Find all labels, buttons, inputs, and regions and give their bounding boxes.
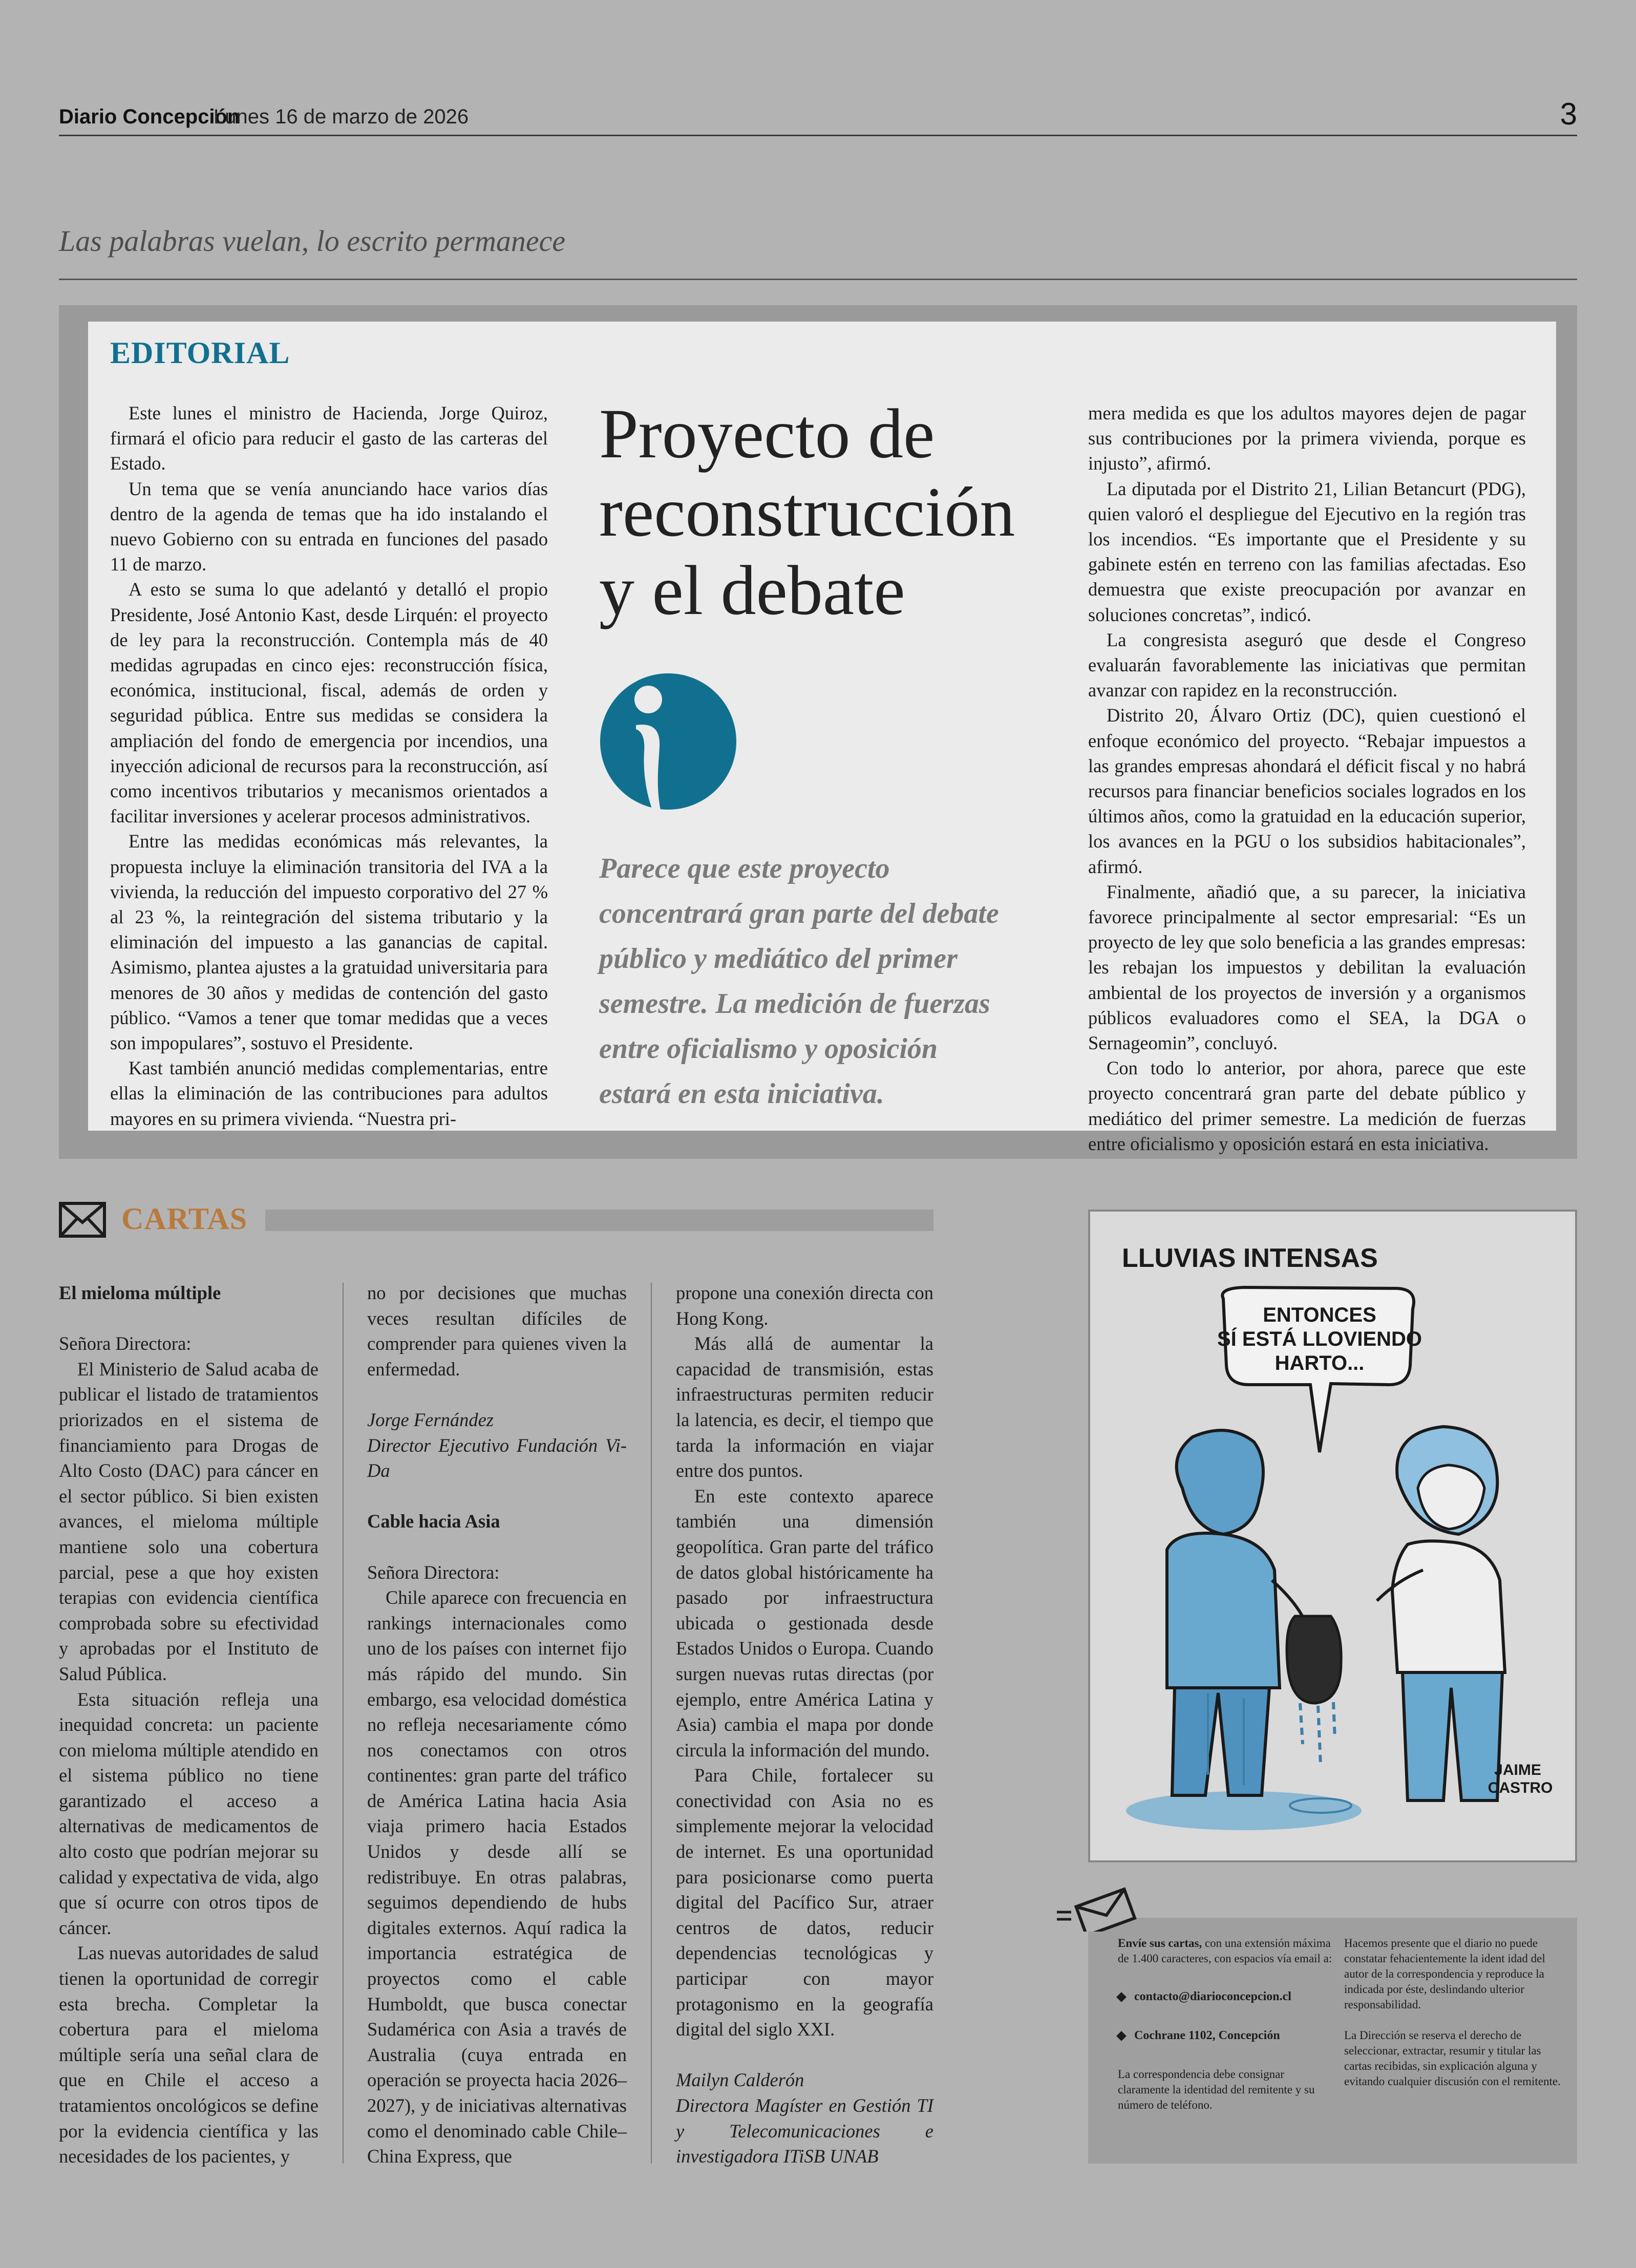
editorial-title-line: Proyecto de: [599, 394, 935, 473]
letter-signature-title: Director Ejecutivo Fundación Vi-Da: [367, 1434, 627, 1481]
editorial-label: EDITORIAL: [110, 336, 290, 370]
letter-heading: Cable hacia Asia: [367, 1511, 500, 1532]
letter-salutation: Señora Directora:: [367, 1561, 500, 1583]
cartoon-signature: CASTRO: [1488, 1779, 1553, 1796]
letters-column-3: [676, 1280, 933, 2169]
pull-quote-line: estará en esta iniciativa.: [599, 1078, 884, 1110]
column-divider: [343, 1283, 344, 2164]
editorial-title-line: reconstrucción: [599, 473, 1015, 551]
letters-disclaimer: [1344, 1936, 1564, 2089]
contact-email[interactable]: contacto@diarioconcepcion.cl: [1134, 1990, 1291, 2003]
editorial-paragraph: Kast también anunció medidas complementarias, entre ellas la eliminación de las contribuciones para adultos mayores en su primera vivienda. “Nuestra pri-: [110, 1057, 548, 1129]
letter-paragraph: Esta situación refleja una inequidad concreta: un paciente con mieloma múltiple atendido en el sistema público no tiene garantizado el acceso a alternativas de medicamentos de alto costo que podrían mejorar su calidad y expectativa de vida, algo que sí ocurre con otros tipos de cáncer.: [59, 1688, 318, 1938]
disclaimer-authorship: Hacemos presente que el diario no puede constatar fehacientemente la ident idad del autor de la correspondencia y reproduce la indicada por éste, deslindando ulterior responsabilidad.: [1344, 1937, 1545, 2011]
editorial-paragraph: La congresista aseguró que desde el Congreso evaluarán favorablemente las iniciativas que permitan avanzar con rapidez en la reconstrucción.: [1088, 629, 1526, 701]
editorial-paragraph: Distrito 20, Álvaro Ortiz (DC), quien cuestionó el enfoque económico del proyecto. “Rebajar impuestos a las grandes empresas ahondará el déficit fiscal y no habrá recursos para financiar beneficios sociales logrados en los últimos años, como la gratuidad en la educación superior, los avances en la PGU o los subsidios habitacionales”, afirmó.: [1088, 705, 1526, 877]
editorial-pull-quote: [599, 846, 1050, 1116]
contact-address-row: [1118, 2028, 1333, 2043]
editorial-paragraph: Un tema que se venía anunciando hace varios días dentro de la agenda de temas que ha ido instalando el nuevo Gobierno con su entrada en funciones del pasado 11 de marzo.: [110, 478, 548, 575]
cartoon-signature: JAIME: [1494, 1762, 1541, 1778]
editorial-paragraph: Con todo lo anterior, por ahora, parece que este proyecto concentrará gran parte del debate público y mediático del primer semestre. La medición de fuerzas entre oficialismo y oposición estará en esta iniciativa.: [1088, 1057, 1526, 1154]
editorial-paragraph: La diputada por el Distrito 21, Lilian Betancurt (PDG), quien valoró el despliegue del Ejecutivo en la región tras los incendios. “Es importante que el Presidente y su gabinete estén en terreno con las familias afectadas. Eso demuestra que existe preocupación por avanzar en soluciones concretas”, indicó.: [1088, 478, 1526, 625]
newspaper-brand: Diario Concepción: [59, 105, 240, 128]
submission-lead: Envíe sus cartas,: [1118, 1937, 1202, 1949]
bullet-diamond-icon: [1116, 1993, 1127, 2003]
woman-figure: [1377, 1427, 1505, 1800]
letter-signature-name: Jorge Fernández: [367, 1409, 494, 1430]
pull-quote-line: Parece que este proyecto: [599, 853, 890, 884]
page-header: [59, 97, 1577, 136]
letter-paragraph: no por decisiones que muchas veces resultan difíciles de comprender para quienes viven la enfermedad.: [367, 1282, 627, 1380]
editorial-cartoon: [1088, 1210, 1577, 1862]
info-logo-icon: [599, 670, 737, 816]
pull-quote-line: semestre. La medición de fuerzas: [599, 988, 990, 1020]
letters-column-2: [367, 1280, 627, 2169]
column-divider: [651, 1283, 652, 2164]
speech-line: ENTONCES: [1263, 1304, 1376, 1326]
editorial-title: [599, 394, 1060, 629]
cartoon-illustration: [1090, 1212, 1575, 1860]
section-motto: Las palabras vuelan, lo escrito permanece: [59, 221, 1577, 280]
bullet-diamond-icon: [1116, 2031, 1127, 2042]
contact-email-row: [1118, 1989, 1333, 2004]
editorial-paragraph: Entre las medidas económicas más relevantes, la propuesta incluye la eliminación transitoria del IVA a la vivienda, la reducción del impuesto corporativo del 27 % al 23 %, la reintegración del sistema tributario y la eliminación del impuesto a las ganancias de capital. Asimismo, plantea ajustes a la gratuidad universitaria para menores de 30 años y medidas de contención del gasto público. “Vamos a tener que tomar medidas que a veces son impopulares”, sostuvo el Presidente.: [110, 831, 548, 1054]
editorial-paragraph: Finalmente, añadió que, a su parecer, la iniciativa favorece principalmente al sector empresarial: “Es un proyecto de ley que solo beneficia a las grandes empresas: les rebajan los impuestos y debilitan la evaluación ambiental de los proyectos de inversión y a organismos públicos evaluadores como el SEA, la DGA o Sernageomin”, concluyó.: [1088, 881, 1526, 1054]
letter-paragraph: Para Chile, fortalecer su conectividad con Asia no es simplemente mejorar la velocidad de internet. Es una oportunidad para posicionarse como puerta digital del Pacífico Sur, atraer centros de datos, reducir dependencias tecnológicas y participar con mayor protagonismo en la geografía digital del siglo XXI.: [676, 1765, 933, 2040]
wet-man-figure: [1167, 1430, 1305, 1795]
speech-line: HARTO...: [1274, 1352, 1365, 1374]
editorial-paragraph: A esto se suma lo que adelantó y detalló el propio Presidente, José Antonio Kast, desde Lirquén: el proyecto de ley para la reconstrucción. Contempla más de 40 medidas agrupadas en cinco ejes: reconstrucción física, económica, institucional, fiscal, además de orden y seguridad pública. Entre sus medidas se considera la ampliación del fondo de emergencia por incendios, una inyección adicional de recursos para la reconstrucción, así como incentivos tributarios y mecanismos orientados a facilitar inversiones y acelerar procesos administrativos.: [110, 579, 548, 827]
editorial-column-3: [1088, 400, 1526, 1156]
letter-signature-name: Mailyn Calderón: [676, 2069, 804, 2091]
page-number: 3: [1560, 97, 1577, 131]
letter-paragraph: propone una conexión directa con Hong Kong.: [676, 1282, 933, 1329]
pull-quote-line: concentrará gran parte del debate: [599, 898, 999, 929]
pull-quote-line: entre oficialismo y oposición: [599, 1033, 938, 1065]
submission-instructions: [1118, 1936, 1333, 1966]
letter-salutation: Señora Directora:: [59, 1333, 192, 1354]
letter-heading: El mieloma múltiple: [59, 1282, 221, 1303]
issue-date: Lunes 16 de marzo de 2026: [214, 105, 469, 128]
letters-submission-info: [1118, 1936, 1333, 2113]
submission-detail: con una extensión máxima de 1.400 caracteres, con espacios vía email a:: [1118, 1937, 1332, 1965]
letter-signature-title: Directora Magíster en Gestión TI y Telecomunicaciones e investigadora ITiSB UNAB: [676, 2095, 933, 2167]
cartoon-title: LLUVIAS INTENSAS: [1122, 1243, 1378, 1273]
pull-quote-line: público y mediático del primer: [599, 943, 958, 974]
editorial-title-line: y el debate: [599, 551, 905, 629]
letters-header-bar: [265, 1210, 933, 1231]
letter-paragraph: En este contexto aparece también una dimensión geopolítica. Gran parte del tráfico de datos global históricamente ha pasado por infraestructura ubicada o gestionada desde Estados Unidos o Europa. Cuando surgen nuevas rutas directas (por ejemplo, entre América Latina y Asia) cambia el mapa por donde circula la información del mundo.: [676, 1485, 933, 1761]
identity-note: La correspondencia debe consignar claramente la identidad del remitente y su número de teléfono.: [1118, 2068, 1315, 2111]
letter-paragraph: Las nuevas autoridades de salud tienen la oportunidad de corregir esta brecha. Completar la cobertura para el mieloma múltiple sería una señal clara de que en Chile el acceso a tratamientos oncológicos se define por la evidencia científica y las necesidades de los pacientes, y: [59, 1942, 318, 2167]
editorial-paragraph: mera medida es que los adultos mayores dejen de pagar sus contribuciones por la primera vivienda, porque es injusto”, afirmó.: [1088, 402, 1526, 474]
speech-line: SÍ ESTÁ LLOVIENDO: [1217, 1328, 1422, 1350]
flying-envelope-icon: [1055, 1885, 1137, 1932]
editorial-paragraph: Este lunes el ministro de Hacienda, Jorge Quiroz, firmará el oficio para reducir el gasto de las carteras del Estado.: [110, 402, 548, 474]
disclaimer-editing-rights: La Dirección se reserva el derecho de seleccionar, extractar, resumir y titular las cartas recibidas, sin explicación alguna y evitando cualquier discusión con el remitente.: [1344, 2029, 1561, 2088]
letters-column-1: [59, 1280, 318, 2169]
letter-paragraph: Más allá de aumentar la capacidad de transmisión, estas infraestructuras permiten reducir la latencia, es decir, el tiempo que tarda la información en viajar entre dos puntos.: [676, 1333, 933, 1481]
letters-section-label: CARTAS: [121, 1202, 248, 1236]
letter-paragraph: Chile aparece con frecuencia en rankings internacionales como uno de los países con internet fijo más rápido del mundo. Sin embargo, esa velocidad doméstica no refleja necesariamente cómo nos conectamos con otros continentes: gran parte del tráfico de América Latina hacia Asia viaja primero hacia Estados Unidos y desde allí se redistribuye. En otras palabras, seguimos dependiendo de hubs digitales externos. Aquí radica la importancia estratégica de proyectos como el cable Humboldt, que busca conectar Sudamérica con Asia a través de Australia (cuya entrada en operación se proyecta hacia 2026–2027), y de iniciativas alternativas como el denominado cable Chile–China Express, que: [367, 1587, 627, 2167]
editorial-column-1: [110, 400, 548, 1131]
contact-address: Cochrane 1102, Concepción: [1134, 2029, 1280, 2042]
letter-paragraph: El Ministerio de Salud acaba de publicar el listado de tratamientos priorizados en el sistema de financiamiento para Drogas de Alto Costo (DAC) para cáncer en el sector público. Si bien existen avances, el mieloma múltiple mantiene solo una cobertura parcial, pese a que hoy existen terapias con evidencia científica comprobada sobre su efectividad y aprobadas por el Instituto de Salud Pública.: [59, 1358, 318, 1684]
envelope-icon: [59, 1202, 106, 1238]
